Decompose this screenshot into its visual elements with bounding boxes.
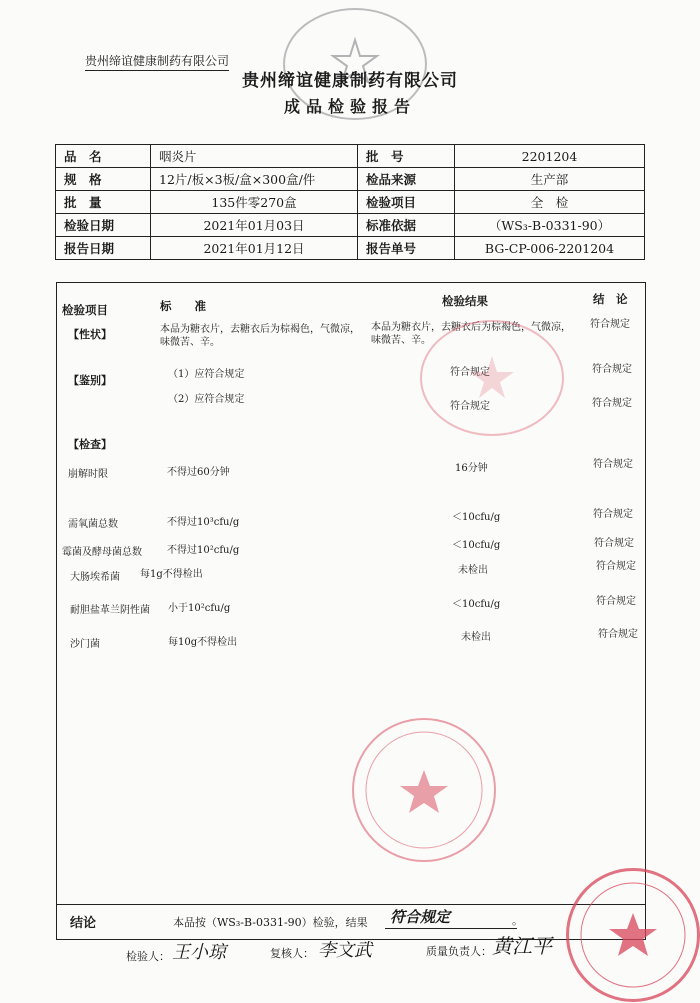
jiancha-label: 【检查】: [68, 438, 112, 451]
jianbie-result-2: 符合规定: [450, 401, 490, 412]
jianbie-conclusion-2: 符合规定: [592, 398, 632, 409]
report-date-value: 2021年01月12日: [151, 237, 358, 260]
source-label: 检品来源: [358, 168, 455, 191]
basis-label: 标准依据: [358, 214, 455, 237]
col-conclusion-header: 结 论: [593, 292, 628, 306]
row-standard: 小于10²cfu/g: [168, 603, 231, 614]
basis-value: （WS₃-B-0331-90）: [455, 214, 645, 237]
test-date-value: 2021年01月03日: [151, 214, 358, 237]
product-label: 品 名: [56, 145, 151, 168]
col-result-header: 检验结果: [442, 294, 488, 308]
col-standard-header: 标 准: [160, 299, 206, 313]
star-icon: [569, 871, 697, 999]
test-date-label: 检验日期: [56, 214, 151, 237]
conclusion-handwritten: 符合规定: [390, 908, 451, 926]
row-name: 霉菌及酵母菌总数: [62, 547, 142, 558]
source-value: 生产部: [455, 168, 645, 191]
conclusion-label: 结论: [70, 916, 97, 931]
row-standard: 每10g不得检出: [168, 637, 238, 648]
report-no-value: BG-CP-006-2201204: [455, 237, 645, 260]
row-conclusion: 符合规定: [596, 596, 636, 607]
company-name: 贵州缔谊健康制药有限公司: [242, 71, 458, 91]
row-name: 耐胆盐革兰阴性菌: [70, 605, 150, 616]
reviewer-label: 复核人：: [270, 947, 314, 960]
row-conclusion: 符合规定: [594, 538, 634, 549]
row-name: 沙门菌: [70, 639, 100, 650]
row-standard: 不得过10²cfu/g: [167, 545, 240, 556]
jianbie-standard-2: （2）应符合规定: [168, 394, 245, 405]
xingzhuang-label: 【性状】: [68, 328, 112, 341]
row-standard: 每1g不得检出: [140, 569, 203, 580]
xingzhuang-result-1: 本品为糖衣片，去糖衣后为棕褐色，气微凉，: [371, 322, 571, 333]
row-name: 大肠埃希菌: [70, 572, 120, 583]
batch-no-label: 批 号: [358, 145, 455, 168]
spec-label: 规 格: [56, 168, 151, 191]
conclusion-text: 本品按（WS₃-B-0331-90）检验，结果: [173, 916, 368, 929]
inspector-label: 检验人：: [126, 950, 170, 963]
corner-red-stamp: [566, 868, 700, 1002]
jianbie-label: 【鉴别】: [68, 374, 112, 387]
quantity-label: 批 量: [56, 191, 151, 214]
jianbie-standard-1: （1）应符合规定: [168, 369, 245, 380]
reviewer-signature: 李文武: [318, 940, 372, 961]
item-label: 检验项目: [358, 191, 455, 214]
item-value: 全 检: [455, 191, 645, 214]
qa-signature: 黄江平: [492, 934, 552, 958]
jianbie-result-1: 符合规定: [450, 367, 490, 378]
jianbie-conclusion-1: 符合规定: [592, 364, 632, 375]
company-name-small: 贵州缔谊健康制药有限公司: [85, 52, 229, 71]
col-item-header: 检验项目: [62, 303, 108, 317]
spec-value: 12片/板×3板/盒×300盒/件: [151, 168, 358, 191]
middle-red-stamp: [420, 320, 564, 436]
xingzhuang-conclusion: 符合规定: [590, 319, 630, 330]
row-conclusion: 符合规定: [593, 459, 633, 470]
row-name: 需氧菌总数: [68, 519, 118, 530]
conclusion-underline: [385, 928, 517, 929]
row-conclusion: 符合规定: [593, 509, 633, 520]
row-result: 未检出: [458, 565, 488, 576]
report-date-label: 报告日期: [56, 237, 151, 260]
xingzhuang-result-2: 味微苦、辛。: [371, 335, 431, 346]
conclusion-divider: [56, 904, 646, 905]
star-icon: [354, 720, 494, 860]
conclusion-end: 。: [512, 914, 523, 927]
qa-label: 质量负责人：: [426, 945, 492, 958]
row-conclusion: 符合规定: [596, 561, 636, 572]
row-conclusion: 符合规定: [598, 629, 638, 640]
row-result: ＜10cfu/g: [452, 599, 501, 610]
row-result: ＜10cfu/g: [452, 512, 501, 523]
inspector-signature: 王小琼: [172, 942, 226, 963]
product-value: 咽炎片: [151, 145, 358, 168]
page-title: 成品检验报告: [283, 97, 416, 116]
batch-no-value: 2201204: [455, 145, 645, 168]
row-result: 未检出: [461, 632, 491, 643]
row-standard: 不得过60分钟: [167, 467, 230, 478]
lower-red-stamp: [352, 718, 496, 862]
row-standard: 不得过10³cfu/g: [167, 517, 240, 528]
report-no-label: 报告单号: [358, 237, 455, 260]
star-icon: [422, 322, 562, 434]
xingzhuang-standard-1: 本品为糖衣片，去糖衣后为棕褐色，气微凉，: [160, 324, 360, 335]
quantity-value: 135件零270盒: [151, 191, 358, 214]
row-result: ＜10cfu/g: [452, 540, 501, 551]
row-result: 16分钟: [455, 463, 488, 474]
xingzhuang-standard-2: 味微苦、辛。: [160, 337, 220, 348]
row-name: 崩解时限: [68, 469, 108, 480]
product-info-table: [55, 144, 645, 260]
